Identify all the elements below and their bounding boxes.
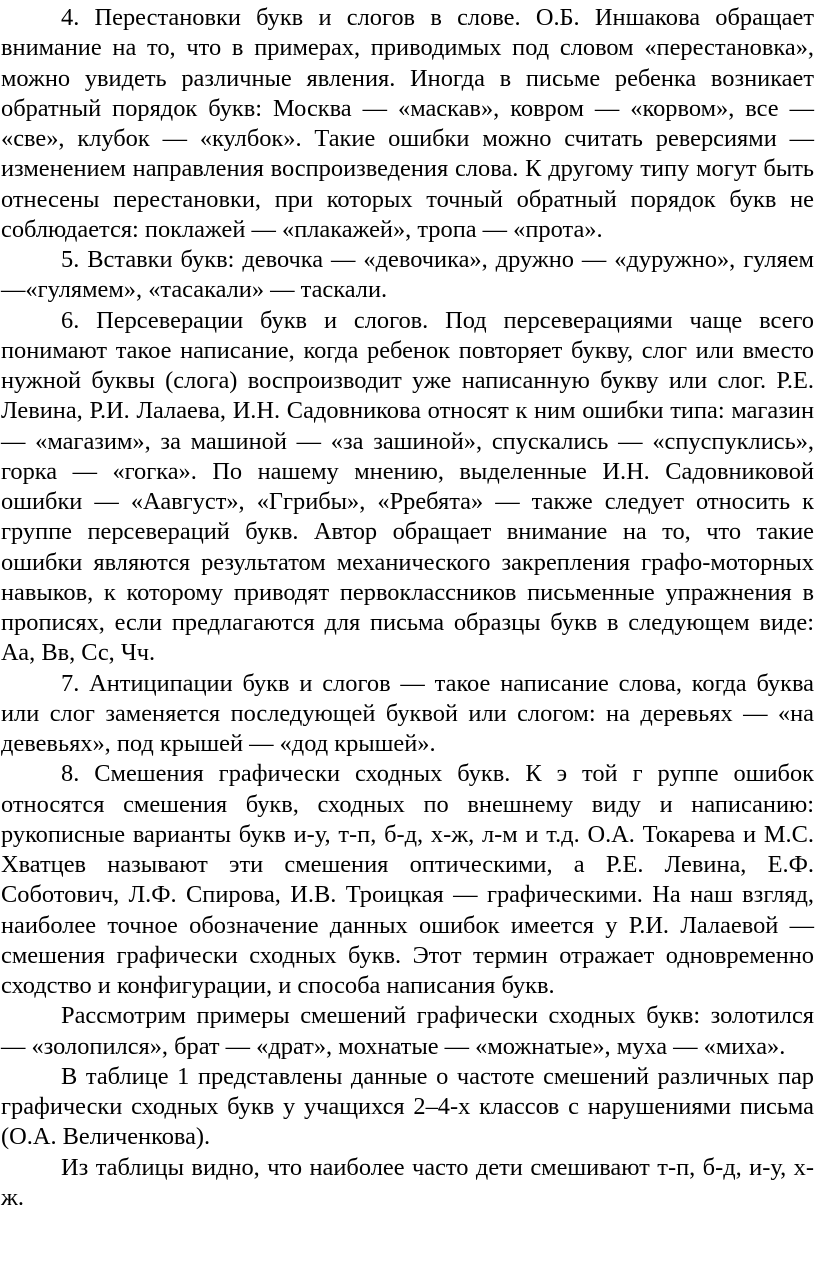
paragraph-conclusion: Из таблицы видно, что наиболее часто дети смешивают т-п, б-д, и-у, х-ж.: [1, 1153, 814, 1211]
paragraph-perseverations: 6. Персеверации букв и слогов. Под персеверациями чаще всего понимают такое написание, когда ребенок повторяет букву, слог или вместо нужной буквы (слога) воспроизводит уже написанную букву или слог. Р.Е. Левина, Р.И. Лалаева, И.Н. Садовникова относят к ним ошибки типа: магазин — «магазим», за машиной — «за зашиной», спускались — «спуспуклись», горка — «гогка». По нашему мнению, выделенные И.Н. Садовниковой ошибки — «Аавгуст», «Ггрибы», «Рребята» — также следует относить к группе персевераций букв. Автор обращает внимание на то, что такие ошибки являются результатом механического закрепления графо-моторных навыков, к которому приводят первоклассников письменные упражнения в прописях, если предлагаются для письма образцы букв в следующем виде: Аа, Вв, Сс, Чч.: [1, 306, 814, 667]
paragraph-examples: Рассмотрим примеры смешений графически сходных букв: золотился — «золопился», брат — «драт», мохнатые — «можнатые», муха — «миха».: [1, 1002, 814, 1060]
paragraph-table-reference: В таблице 1 представлены данные о частоте смешений различных пар графически сходных букв у учащихся 2–4-х классов с нарушениями письма (О.А. Величенкова).: [1, 1062, 814, 1151]
paragraph-permutations: 4. Перестановки букв и слогов в слове. О.Б. Иншакова обращает внимание на то, что в примерах, приводимых под словом «перестановка», можно увидеть различные явления. Иногда в письме ребенка возникает обратный порядок букв: Москва — «маскав», ковром — «корвом», все — «све», клубок — «кулбок». Такие ошибки можно считать реверсиями — изменением направления воспроизведения слова. К другому типу могут быть отнесены перестановки, при которых точный обратный порядок букв не соблюдается: поклажей — «плакажей», тропа — «прота».: [1, 4, 814, 243]
paragraph-anticipations: 7. Антиципации букв и слогов — такое написание слова, когда буква или слог заменяется последующей буквой или слогом: на деревьях — «на девевьях», под крышей — «дод крышей».: [1, 669, 814, 757]
paragraph-insertions: 5. Вставки букв: девочка — «девочика», дружно — «дуружно», гуляем —«гулямем», «тасакали» — таскали.: [1, 246, 814, 304]
document-page: [1, 3, 814, 1213]
paragraph-graphic-confusions: 8. Смешения графически сходных букв. К э той г руппе ошибок относятся смешения букв, сходных по внешнему виду и написанию: рукописные варианты букв и-у, т-п, б-д, х-ж, л-м и т.д. О.А. Токарева и М.С. Хватцев называют эти смешения оптическими, а Р.Е. Левина, Е.Ф. Соботович, Л.Ф. Спирова, И.В. Троицкая — графическими. На наш взгляд, наиболее точное обозначение данных ошибок имеется у Р.И. Лалаевой — смешения графически сходных букв. Этот термин отражает одновременно сходство и конфигурации, и способа написания букв.: [1, 760, 814, 999]
